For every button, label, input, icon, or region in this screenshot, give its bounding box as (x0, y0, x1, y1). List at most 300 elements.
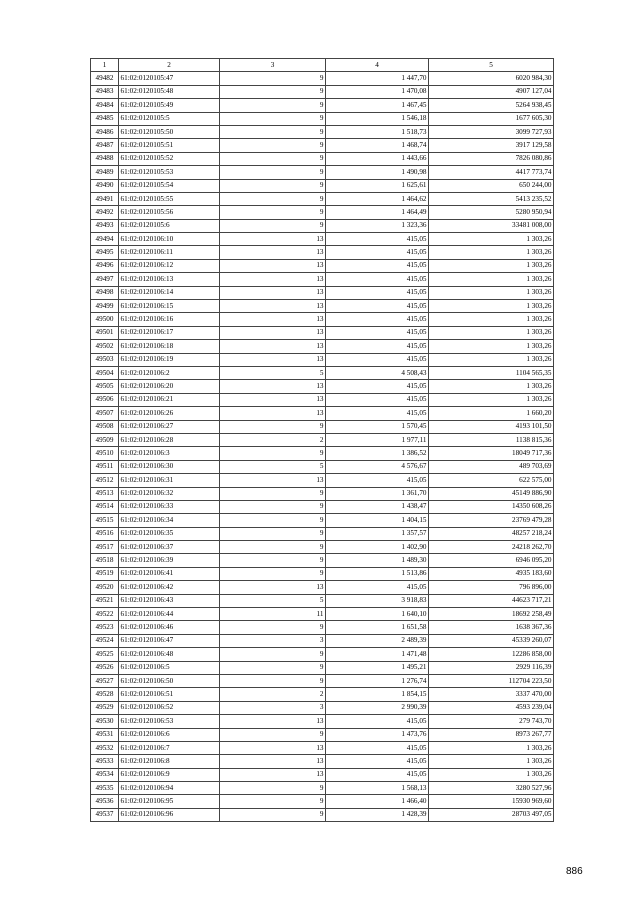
table-cell: 1 854,15 (326, 688, 429, 701)
table-cell: 49514 (91, 500, 119, 513)
table-cell: 49489 (91, 166, 119, 179)
table-cell: 1 361,70 (326, 487, 429, 500)
table-row (91, 112, 554, 125)
column-header: 5 (429, 59, 554, 72)
table-cell: 1 357,57 (326, 527, 429, 540)
table-cell: 13 (220, 741, 326, 754)
table-cell: 61:02:0120106:7 (119, 741, 220, 754)
table-cell: 5 (220, 460, 326, 473)
table-row (91, 179, 554, 192)
table-cell: 61:02:0120106:30 (119, 460, 220, 473)
column-header: 2 (119, 59, 220, 72)
table-cell: 61:02:0120106:10 (119, 233, 220, 246)
table-cell: 1 303,26 (429, 273, 554, 286)
table-cell: 3917 129,58 (429, 139, 554, 152)
table-cell: 4193 101,50 (429, 420, 554, 433)
table-cell: 61:02:0120106:16 (119, 313, 220, 326)
table-row (91, 99, 554, 112)
table-cell: 2 (220, 433, 326, 446)
table-row (91, 460, 554, 473)
table-cell: 9 (220, 795, 326, 808)
table-cell: 9 (220, 567, 326, 580)
table-cell: 9 (220, 514, 326, 527)
table-cell: 2 489,39 (326, 634, 429, 647)
table-row (91, 139, 554, 152)
table-cell: 61:02:0120106:14 (119, 286, 220, 299)
column-header: 1 (91, 59, 119, 72)
table-cell: 1 303,26 (429, 313, 554, 326)
table-cell: 49526 (91, 661, 119, 674)
table-cell: 1 443,66 (326, 152, 429, 165)
table-cell: 13 (220, 326, 326, 339)
table-cell: 415,05 (326, 300, 429, 313)
table-cell: 49509 (91, 433, 119, 446)
table-cell: 49496 (91, 259, 119, 272)
table-cell: 13 (220, 393, 326, 406)
table-cell: 13 (220, 259, 326, 272)
table-cell: 49493 (91, 219, 119, 232)
table-cell: 49483 (91, 85, 119, 98)
table-row (91, 246, 554, 259)
table-cell: 61:02:0120106:9 (119, 768, 220, 781)
table-cell: 49498 (91, 286, 119, 299)
table-cell: 49520 (91, 581, 119, 594)
table-cell: 4907 127,04 (429, 85, 554, 98)
table-cell: 5280 950,94 (429, 206, 554, 219)
table-cell: 13 (220, 300, 326, 313)
table-row (91, 72, 554, 85)
table-cell: 49522 (91, 608, 119, 621)
table-cell: 4593 239,04 (429, 701, 554, 714)
table-cell: 49495 (91, 246, 119, 259)
table-cell: 49510 (91, 447, 119, 460)
table-cell: 1 386,52 (326, 447, 429, 460)
table-cell: 18049 717,36 (429, 447, 554, 460)
table-cell: 13 (220, 313, 326, 326)
table-cell: 3 (220, 701, 326, 714)
table-cell: 415,05 (326, 407, 429, 420)
table-cell: 49485 (91, 112, 119, 125)
column-header: 3 (220, 59, 326, 72)
table-cell: 14350 608,26 (429, 500, 554, 513)
table-cell: 415,05 (326, 741, 429, 754)
table-cell: 415,05 (326, 273, 429, 286)
table-row (91, 808, 554, 821)
table-cell: 49490 (91, 179, 119, 192)
table-row (91, 286, 554, 299)
table-row (91, 674, 554, 687)
table-cell: 1 438,47 (326, 500, 429, 513)
table-cell: 1 473,76 (326, 728, 429, 741)
table-cell: 1 303,26 (429, 326, 554, 339)
table-cell: 49500 (91, 313, 119, 326)
table-cell: 61:02:0120106:28 (119, 433, 220, 446)
table-cell: 9 (220, 125, 326, 138)
table-cell: 1 651,58 (326, 621, 429, 634)
table-cell: 49507 (91, 407, 119, 420)
table-cell: 9 (220, 219, 326, 232)
table-cell: 1 570,45 (326, 420, 429, 433)
table-cell: 33481 008,00 (429, 219, 554, 232)
table-row (91, 125, 554, 138)
table-cell: 13 (220, 273, 326, 286)
table-cell: 1 464,49 (326, 206, 429, 219)
table-row (91, 741, 554, 754)
table-cell: 4935 183,60 (429, 567, 554, 580)
table-cell: 13 (220, 581, 326, 594)
table-cell: 61:02:0120105:54 (119, 179, 220, 192)
table-cell: 4 576,67 (326, 460, 429, 473)
table-cell: 9 (220, 782, 326, 795)
table-cell: 1 471,48 (326, 648, 429, 661)
table-cell: 1 447,70 (326, 72, 429, 85)
table-cell: 15930 969,60 (429, 795, 554, 808)
table-cell: 49516 (91, 527, 119, 540)
table-cell: 9 (220, 447, 326, 460)
table-cell: 49513 (91, 487, 119, 500)
table-row (91, 219, 554, 232)
table-cell: 61:02:0120106:39 (119, 554, 220, 567)
table-cell: 415,05 (326, 768, 429, 781)
table-cell: 1 303,26 (429, 300, 554, 313)
table-row (91, 688, 554, 701)
table-cell: 415,05 (326, 326, 429, 339)
table-cell: 1 490,98 (326, 166, 429, 179)
table-cell: 13 (220, 768, 326, 781)
table-cell: 9 (220, 179, 326, 192)
table-cell: 49508 (91, 420, 119, 433)
table-cell: 61:02:0120106:44 (119, 608, 220, 621)
table-cell: 28703 497,05 (429, 808, 554, 821)
table-cell: 13 (220, 353, 326, 366)
table-cell: 61:02:0120106:52 (119, 701, 220, 714)
table-cell: 1 568,13 (326, 782, 429, 795)
table-cell: 415,05 (326, 340, 429, 353)
table-cell: 49515 (91, 514, 119, 527)
table-cell: 1 489,30 (326, 554, 429, 567)
table-cell: 49532 (91, 741, 119, 754)
table-row (91, 554, 554, 567)
table-cell: 489 703,69 (429, 460, 554, 473)
table-cell: 61:02:0120106:33 (119, 500, 220, 513)
table-cell: 1 303,26 (429, 755, 554, 768)
table-row (91, 634, 554, 647)
table-cell: 1 464,62 (326, 192, 429, 205)
table-cell: 415,05 (326, 715, 429, 728)
table-cell: 61:02:0120106:27 (119, 420, 220, 433)
table-cell: 1 468,74 (326, 139, 429, 152)
table-cell: 23769 479,28 (429, 514, 554, 527)
table-row (91, 795, 554, 808)
table-cell: 49511 (91, 460, 119, 473)
table-cell: 48257 218,24 (429, 527, 554, 540)
table-cell: 49530 (91, 715, 119, 728)
table-row (91, 353, 554, 366)
table-cell: 61:02:0120106:5 (119, 661, 220, 674)
table-cell: 49533 (91, 755, 119, 768)
table-row (91, 527, 554, 540)
table-row (91, 380, 554, 393)
table-row (91, 206, 554, 219)
table-cell: 622 575,00 (429, 474, 554, 487)
table-cell: 61:02:0120106:31 (119, 474, 220, 487)
table-cell: 49512 (91, 474, 119, 487)
table-row (91, 192, 554, 205)
table-cell: 61:02:0120106:32 (119, 487, 220, 500)
table-cell: 49486 (91, 125, 119, 138)
table-cell: 12286 858,00 (429, 648, 554, 661)
table-cell: 415,05 (326, 581, 429, 594)
table-row (91, 648, 554, 661)
table-cell: 49488 (91, 152, 119, 165)
table-cell: 61:02:0120106:41 (119, 567, 220, 580)
table-row (91, 300, 554, 313)
table-cell: 13 (220, 407, 326, 420)
table-cell: 9 (220, 808, 326, 821)
table-cell: 1 303,26 (429, 353, 554, 366)
table-cell: 61:02:0120106:96 (119, 808, 220, 821)
data-sheet (90, 58, 554, 822)
table-cell: 61:02:0120106:15 (119, 300, 220, 313)
table-cell: 1 303,26 (429, 741, 554, 754)
table-cell: 112704 223,50 (429, 674, 554, 687)
table-cell: 49482 (91, 72, 119, 85)
table-cell: 61:02:0120105:55 (119, 192, 220, 205)
table-cell: 61:02:0120106:50 (119, 674, 220, 687)
table-cell: 1 303,26 (429, 380, 554, 393)
table-cell: 13 (220, 755, 326, 768)
table-cell: 49534 (91, 768, 119, 781)
table-cell: 49484 (91, 99, 119, 112)
table-cell: 9 (220, 728, 326, 741)
data-table (90, 58, 554, 822)
table-cell: 1 518,73 (326, 125, 429, 138)
table-cell: 61:02:0120106:46 (119, 621, 220, 634)
table-row (91, 313, 554, 326)
table-cell: 1 303,26 (429, 340, 554, 353)
table-cell: 9 (220, 166, 326, 179)
table-cell: 1 466,40 (326, 795, 429, 808)
table-cell: 49524 (91, 634, 119, 647)
table-cell: 49506 (91, 393, 119, 406)
table-cell: 61:02:0120106:94 (119, 782, 220, 795)
table-cell: 3337 470,00 (429, 688, 554, 701)
table-cell: 650 244,00 (429, 179, 554, 192)
table-cell: 61:02:0120106:12 (119, 259, 220, 272)
table-cell: 61:02:0120105:50 (119, 125, 220, 138)
table-cell: 49529 (91, 701, 119, 714)
table-cell: 49527 (91, 674, 119, 687)
table-row (91, 273, 554, 286)
table-cell: 61:02:0120105:49 (119, 99, 220, 112)
table-cell: 61:02:0120106:42 (119, 581, 220, 594)
table-cell: 1 404,15 (326, 514, 429, 527)
table-row (91, 594, 554, 607)
table-cell: 61:02:0120106:17 (119, 326, 220, 339)
table-cell: 49491 (91, 192, 119, 205)
table-cell: 3 918,83 (326, 594, 429, 607)
table-cell: 1 640,10 (326, 608, 429, 621)
table-row (91, 259, 554, 272)
table-cell: 13 (220, 246, 326, 259)
table-cell: 415,05 (326, 353, 429, 366)
table-cell: 61:02:0120106:8 (119, 755, 220, 768)
table-cell: 61:02:0120106:21 (119, 393, 220, 406)
table-cell: 415,05 (326, 313, 429, 326)
table-cell: 415,05 (326, 380, 429, 393)
table-cell: 9 (220, 541, 326, 554)
table-row (91, 567, 554, 580)
table-row (91, 500, 554, 513)
table-cell: 9 (220, 85, 326, 98)
table-row (91, 366, 554, 379)
table-cell: 61:02:0120105:56 (119, 206, 220, 219)
table-cell: 1104 565,35 (429, 366, 554, 379)
table-cell: 61:02:0120106:11 (119, 246, 220, 259)
table-cell: 49517 (91, 541, 119, 554)
table-cell: 49502 (91, 340, 119, 353)
table-row (91, 85, 554, 98)
table-cell: 61:02:0120105:48 (119, 85, 220, 98)
table-cell: 61:02:0120106:6 (119, 728, 220, 741)
table-cell: 61:02:0120105:53 (119, 166, 220, 179)
table-cell: 61:02:0120105:5 (119, 112, 220, 125)
table-cell: 1138 815,36 (429, 433, 554, 446)
table-cell: 9 (220, 527, 326, 540)
table-cell: 9 (220, 554, 326, 567)
table-cell: 415,05 (326, 233, 429, 246)
header-row (91, 59, 554, 72)
table-row (91, 768, 554, 781)
table-row (91, 326, 554, 339)
table-cell: 415,05 (326, 393, 429, 406)
table-row (91, 728, 554, 741)
table-cell: 13 (220, 286, 326, 299)
table-cell: 49528 (91, 688, 119, 701)
table-cell: 49492 (91, 206, 119, 219)
table-cell: 9 (220, 152, 326, 165)
table-cell: 49531 (91, 728, 119, 741)
table-cell: 49499 (91, 300, 119, 313)
table-cell: 61:02:0120105:6 (119, 219, 220, 232)
table-cell: 1 495,21 (326, 661, 429, 674)
table-cell: 61:02:0120106:51 (119, 688, 220, 701)
table-cell: 3 (220, 634, 326, 647)
table-cell: 1 303,26 (429, 286, 554, 299)
table-cell: 49525 (91, 648, 119, 661)
table-cell: 18692 258,49 (429, 608, 554, 621)
table-cell: 1 977,11 (326, 433, 429, 446)
table-cell: 61:02:0120106:26 (119, 407, 220, 420)
table-cell: 61:02:0120105:51 (119, 139, 220, 152)
table-body (91, 72, 554, 822)
table-cell: 796 896,00 (429, 581, 554, 594)
table-cell: 61:02:0120106:20 (119, 380, 220, 393)
table-cell: 49501 (91, 326, 119, 339)
table-cell: 6946 095,20 (429, 554, 554, 567)
table-cell: 61:02:0120106:18 (119, 340, 220, 353)
table-cell: 61:02:0120106:43 (119, 594, 220, 607)
table-cell: 9 (220, 139, 326, 152)
table-row (91, 581, 554, 594)
column-header: 4 (326, 59, 429, 72)
table-cell: 61:02:0120106:47 (119, 634, 220, 647)
table-row (91, 420, 554, 433)
table-cell: 8973 267,77 (429, 728, 554, 741)
table-cell: 49521 (91, 594, 119, 607)
table-row (91, 715, 554, 728)
table-cell: 5 (220, 594, 326, 607)
table-cell: 415,05 (326, 286, 429, 299)
table-cell: 61:02:0120105:47 (119, 72, 220, 85)
table-cell: 1638 367,36 (429, 621, 554, 634)
table-row (91, 608, 554, 621)
table-cell: 1 303,26 (429, 768, 554, 781)
table-cell: 49523 (91, 621, 119, 634)
table-cell: 45339 260,07 (429, 634, 554, 647)
table-cell: 1 467,45 (326, 99, 429, 112)
table-cell: 49519 (91, 567, 119, 580)
table-cell: 49487 (91, 139, 119, 152)
table-cell: 9 (220, 99, 326, 112)
table-row (91, 433, 554, 446)
table-cell: 24218 262,70 (429, 541, 554, 554)
table-cell: 1 546,18 (326, 112, 429, 125)
table-row (91, 393, 554, 406)
table-cell: 415,05 (326, 259, 429, 272)
table-row (91, 487, 554, 500)
table-cell: 45149 886,90 (429, 487, 554, 500)
table-cell: 13 (220, 380, 326, 393)
table-cell: 5 (220, 366, 326, 379)
table-cell: 1 625,61 (326, 179, 429, 192)
table-cell: 9 (220, 500, 326, 513)
table-cell: 4 508,43 (326, 366, 429, 379)
table-cell: 6020 984,30 (429, 72, 554, 85)
table-row (91, 661, 554, 674)
table-cell: 9 (220, 420, 326, 433)
table-cell: 1 402,90 (326, 541, 429, 554)
table-cell: 2 (220, 688, 326, 701)
page-number: 886 (566, 866, 583, 877)
table-cell: 61:02:0120106:48 (119, 648, 220, 661)
table-row (91, 755, 554, 768)
table-row (91, 474, 554, 487)
table-cell: 61:02:0120106:37 (119, 541, 220, 554)
table-cell: 415,05 (326, 246, 429, 259)
table-cell: 9 (220, 192, 326, 205)
table-cell: 9 (220, 621, 326, 634)
table-cell: 7826 080,86 (429, 152, 554, 165)
table-cell: 3280 527,96 (429, 782, 554, 795)
table-cell: 1 303,26 (429, 259, 554, 272)
table-row (91, 152, 554, 165)
table-cell: 61:02:0120106:53 (119, 715, 220, 728)
table-cell: 13 (220, 474, 326, 487)
table-row (91, 782, 554, 795)
table-cell: 61:02:0120106:95 (119, 795, 220, 808)
table-cell: 279 743,70 (429, 715, 554, 728)
table-cell: 44623 717,21 (429, 594, 554, 607)
table-cell: 49494 (91, 233, 119, 246)
table-cell: 9 (220, 206, 326, 219)
table-cell: 13 (220, 233, 326, 246)
table-cell: 49497 (91, 273, 119, 286)
table-cell: 415,05 (326, 755, 429, 768)
table-cell: 415,05 (326, 474, 429, 487)
table-cell: 1 428,39 (326, 808, 429, 821)
table-cell: 13 (220, 340, 326, 353)
